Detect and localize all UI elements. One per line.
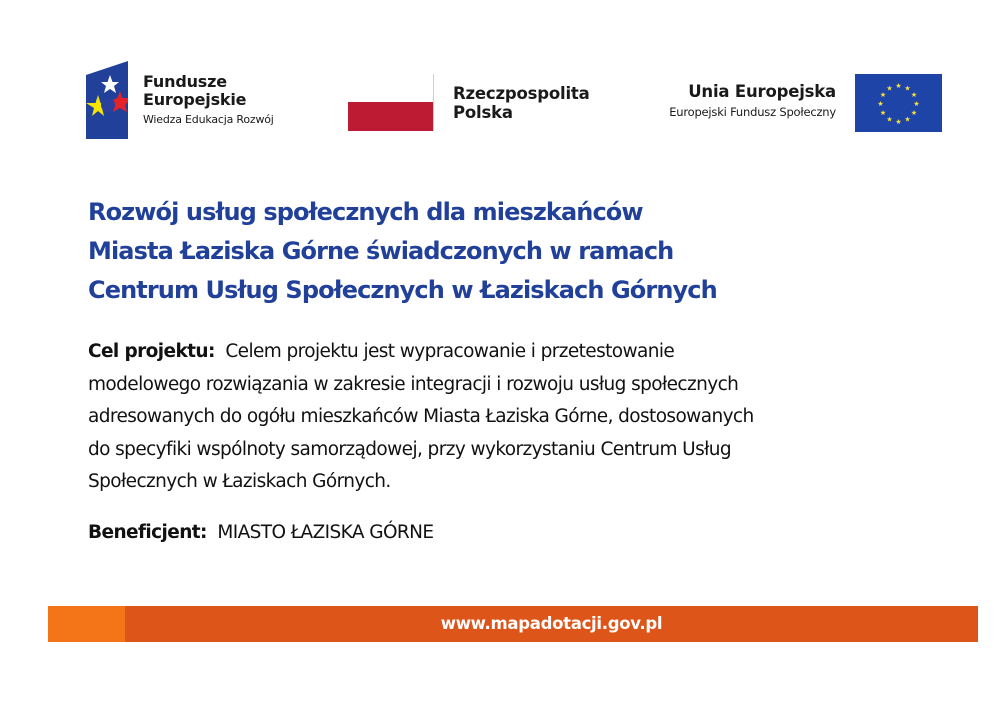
eu-flag-icon (855, 74, 942, 132)
svg-text:★: ★ (886, 84, 893, 93)
svg-text:★: ★ (879, 91, 887, 99)
ue-text-block (669, 82, 836, 120)
ue-title: Unia Europejska (688, 82, 836, 101)
svg-text:★: ★ (904, 115, 911, 124)
goal-text-line-1: Celem projektu jest wypracowanie i przetestowanie (225, 341, 675, 362)
svg-text:★: ★ (886, 115, 893, 124)
svg-text:★: ★ (879, 109, 887, 117)
svg-text:★: ★ (910, 109, 918, 117)
project-title (88, 193, 717, 310)
beneficiary-label: Beneficjent: (88, 522, 207, 543)
rp-line2: Polska (453, 103, 513, 122)
svg-text:★: ★ (877, 100, 884, 108)
goal-label: Cel projektu: (88, 341, 215, 362)
goal-text-line-4: do specyfiki wspólnoty samorządowej, przy wykorzystaniu Centrum Usług (88, 438, 732, 460)
footer-bar (48, 606, 978, 642)
footer-accent-block (48, 606, 125, 642)
project-title-line-3: Centrum Usług Społecznych w Łaziskach Górnych (88, 276, 717, 304)
fe-star-flag-icon (86, 61, 128, 139)
unia-europejska-logo (650, 74, 942, 132)
svg-text:★: ★ (895, 82, 902, 90)
svg-text:★: ★ (913, 100, 920, 108)
goal-line-1 (88, 336, 918, 369)
polish-flag-icon (348, 74, 434, 131)
rzeczpospolita-polska-logo (348, 74, 618, 134)
ue-subtitle: Europejski Fundusz Społeczny (669, 105, 836, 119)
rp-text-block (453, 84, 590, 122)
goal-text-line-3: adresowanych do ogółu mieszkańców Miasta Łaziska Górne, dostosowanych (88, 406, 754, 427)
fe-text-block (143, 73, 274, 128)
goal-text-line-5: Społecznych w Łaziskach Górnych. (88, 471, 391, 492)
beneficiary (88, 517, 434, 549)
footer-url-link[interactable]: www.mapadotacji.gov.pl (440, 614, 663, 633)
svg-text:★: ★ (910, 91, 918, 99)
rp-line1: Rzeczpospolita (453, 84, 590, 103)
project-title-line-2: Miasta Łaziska Górne świadczonych w ramach (88, 237, 674, 265)
fe-title-line1: Fundusze (143, 72, 227, 91)
project-goal (88, 336, 918, 499)
beneficiary-value: MIASTO ŁAZISKA GÓRNE (217, 522, 434, 543)
svg-text:★: ★ (904, 84, 911, 93)
fe-title-line2: Europejskie (143, 90, 247, 109)
fundusze-europejskie-logo (86, 61, 306, 141)
goal-text-line-2: modelowego rozwiązania w zakresie integracji i rozwoju usług społecznych (88, 373, 739, 395)
fe-subtitle: Wiedza Edukacja Rozwój (143, 113, 274, 126)
project-title-line-1: Rozwój usług społecznych dla mieszkańców (88, 198, 643, 226)
svg-text:★: ★ (895, 118, 902, 126)
